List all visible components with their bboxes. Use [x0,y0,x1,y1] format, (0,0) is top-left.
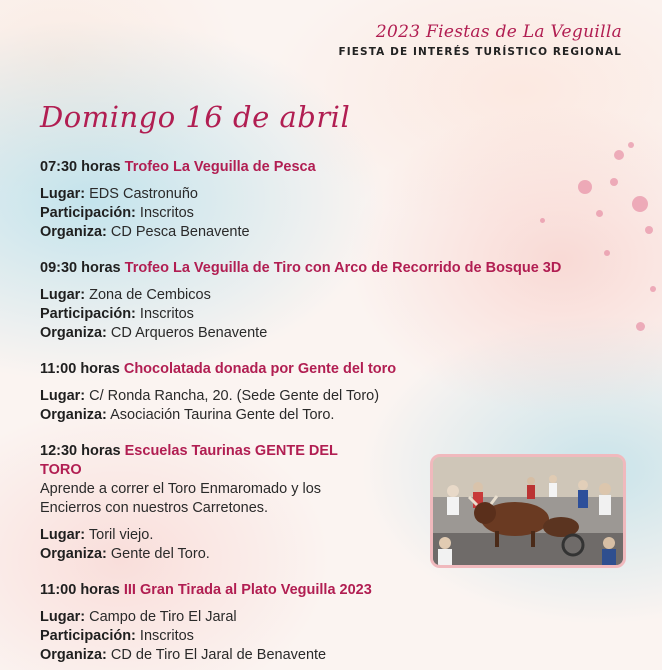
event-participacion: Inscritos [139,205,194,221]
event-lugar-label: Lugar: [40,527,86,543]
event-lugar-label: Lugar: [40,609,86,625]
event-lugar-label: Lugar: [40,186,86,202]
event-participacion-label: Participación: [40,306,136,322]
event-organiza: CD Arqueros Benavente [110,325,268,341]
event-lugar: Zona de Cembicos [89,287,211,303]
event-time: 11:00 horas [40,582,120,598]
event-time: 12:30 horas [40,443,121,459]
event-participacion: Inscritos [139,306,194,322]
event-participacion-label: Participación: [40,205,136,221]
event-organiza-label: Organiza: [40,224,107,240]
event-item [40,259,561,343]
event-lugar-label: Lugar: [40,388,86,404]
event-item [40,442,338,564]
bull-run-photo-illustration [433,457,623,565]
event-lugar: Toril viejo. [88,527,154,543]
page-header [338,22,622,58]
event-name: III Gran Tirada al Plato Veguilla 2023 [123,582,372,598]
event-lugar: C/ Ronda Rancha, 20. (Sede Gente del Toro) [89,388,380,404]
event-organiza-label: Organiza: [40,546,107,562]
day-title: Domingo 16 de abril [40,100,351,134]
event-time: 11:00 horas [40,361,120,377]
event-participacion: Inscritos [139,628,194,644]
event-organiza: Gente del Toro. [110,546,210,562]
event-description: Aprende a correr el Toro Enmaromado y los [40,481,322,497]
event-organiza-label: Organiza: [40,407,107,423]
event-name: Escuelas Taurinas GENTE DEL [124,443,338,459]
event-lugar: Campo de Tiro El Jaral [89,609,237,625]
event-name: Trofeo La Veguilla de Pesca [124,159,316,175]
event-description-continued: Encierros con nuestros Carretones. [40,500,269,516]
event-item [40,581,372,665]
event-item [40,158,316,242]
event-lugar: EDS Castronuño [89,186,198,202]
event-organiza-label: Organiza: [40,647,107,663]
event-lugar-label: Lugar: [40,287,86,303]
event-item [40,360,396,425]
event-participacion-label: Participación: [40,628,136,644]
event-organiza-label: Organiza: [40,325,107,341]
event-time: 07:30 horas [40,159,121,175]
event-organiza: Asociación Taurina Gente del Toro. [110,407,335,423]
bull-run-photo [430,454,626,568]
event-time: 09:30 horas [40,260,121,276]
event-organiza: CD Pesca Benavente [110,224,250,240]
event-organiza: CD de Tiro El Jaral de Benavente [110,647,327,663]
event-name: Trofeo La Veguilla de Tiro con Arco de Recorrido de Bosque 3D [124,260,562,276]
event-name-continued: TORO [40,462,82,478]
header-title: 2023 Fiestas de La Veguilla [375,22,622,42]
header-subtitle: FIESTA DE INTERÉS TURÍSTICO REGIONAL [338,46,622,58]
event-name: Chocolatada donada por Gente del toro [123,361,397,377]
